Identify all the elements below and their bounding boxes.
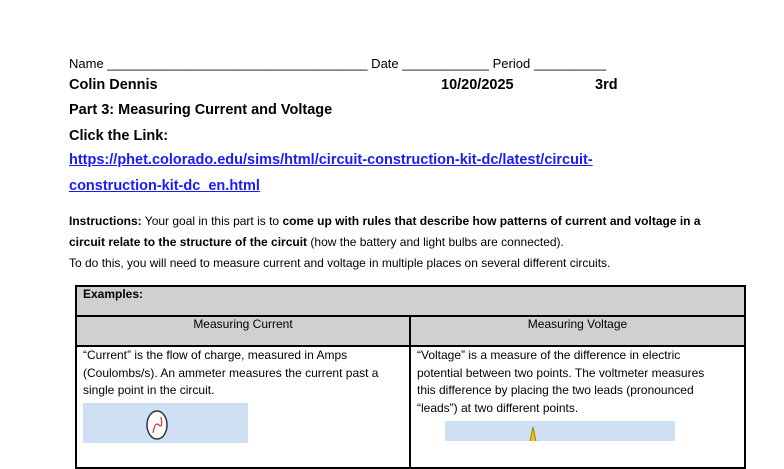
current-text-line3: single point in the circuit. [83, 383, 215, 397]
instructions-label: Instructions: [69, 214, 142, 228]
voltage-text-line2: potential between two points. The voltmeter measures [417, 365, 705, 380]
instructions-bold1: come up with rules that describe how patterns of current and voltage in a [282, 214, 701, 228]
examples-label: Examples: [76, 286, 745, 316]
instructions-line2 [69, 232, 564, 253]
instructions-text1: Your goal in this part is to [141, 214, 283, 228]
measuring-voltage-header: Measuring Voltage [410, 316, 745, 346]
voltmeter-circuit-image [445, 421, 675, 441]
examples-table [75, 285, 746, 469]
period-value: 3rd [595, 77, 618, 93]
instructions-text2: (how the battery and light bulbs are connected). [307, 235, 564, 249]
current-text-line2: (Coulombs/s). An ammeter measures the current past a [83, 365, 379, 380]
current-description-cell [76, 346, 410, 468]
date-value: 10/20/2025 [441, 77, 514, 93]
voltage-text-line3: this difference by placing the two leads (pronounced [417, 383, 694, 397]
instructions-bold2: circuit relate to the structure of the circuit [69, 235, 308, 249]
lightbulb-icon [83, 403, 248, 443]
part-title: Part 3: Measuring Current and Voltage [69, 102, 333, 118]
voltmeter-lead-icon [445, 421, 675, 441]
phet-link-line2[interactable]: construction-kit-dc_en.html [69, 178, 260, 194]
click-link-label: Click the Link: [69, 128, 169, 144]
voltage-description-cell [410, 346, 745, 468]
phet-link-line1[interactable]: https://phet.colorado.edu/sims/html/circuit-construction-kit-dc/latest/circuit- [69, 152, 593, 168]
student-name: Colin Dennis [69, 77, 158, 93]
instructions-line3: To do this, you will need to measure current and voltage in multiple places on several different circuits. [69, 256, 611, 270]
current-text-line1: “Current” is the flow of charge, measured in Amps [83, 348, 348, 362]
name-date-period-line: Name ____________________________________ Date ____________ Period __________ [69, 56, 607, 71]
voltage-text-line1: “Voltage” is a measure of the difference in electric [417, 348, 681, 362]
measuring-current-header: Measuring Current [76, 316, 410, 346]
instructions-line1 [69, 211, 701, 232]
ammeter-circuit-image [83, 403, 248, 443]
voltage-text-line4: “leads”) at two different points. [417, 400, 579, 415]
